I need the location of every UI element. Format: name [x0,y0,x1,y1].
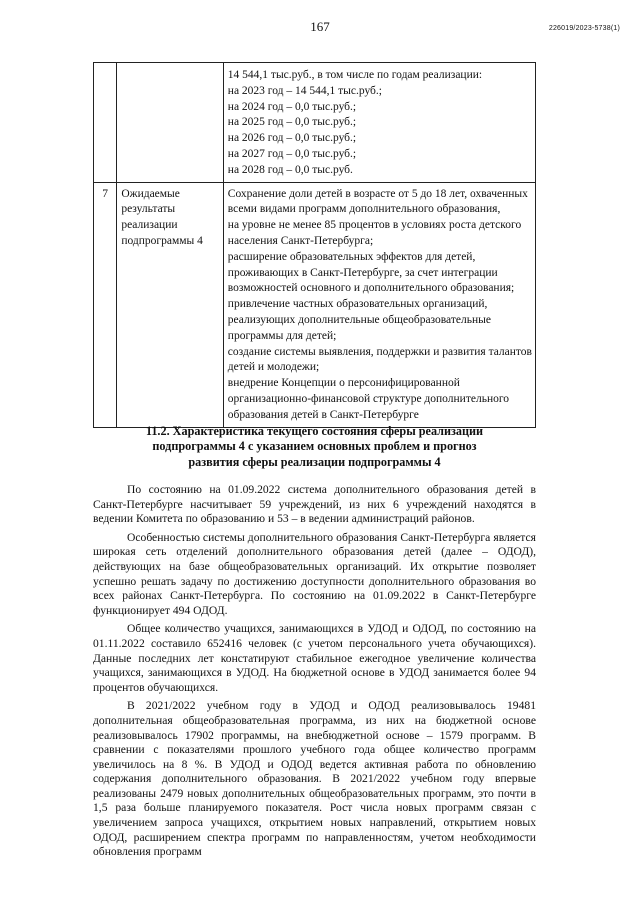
funding-line: 14 544,1 тыс.руб., в том числе по годам реализации: [227,69,483,81]
result-line: Сохранение доли детей в возрасте от 5 до 18 лет, охваченных [227,187,528,200]
funding-line: на 2028 год – 0,0 тыс.руб. [227,163,353,176]
row-label-cell: Ожидаемые результаты реализации подпрограммы 4 [117,182,223,427]
paragraph: В 2021/2022 учебном году в УДОД и ОДОД реализовывалось 19481 дополнительная общеобразовательная программа, из них на бюджетной основе реализовывалось 17902 программы, на внебюджетной основе – 1579 программ. В сравнении с показателями прошлого учебного года общее количество программ увеличилось на 8 %. В УДОД и ОДОД ведется активная работа по обновлению содержания дополнительного образования. В 2021/2022 учебном году впервые реализованы 2479 новых дополнительных общеобразовательных программ, это почти в 1,5 раза больше планируемого показателя. Рост числа новых программ связан с увеличением запроса учащихся, открытием новых направлений, открытием новых ОДОД, расширением спектра программ по направленностям, учетом необходимости обновления программ [93,699,536,859]
row-label-cell [117,63,223,183]
result-line: привлечение частных образовательных организаций, [227,298,488,311]
result-line: создание системы выявления, поддержки и развития талантов [227,345,532,358]
paragraph: Особенностью системы дополнительного образования Санкт-Петербурга является широкая сеть отделений дополнительного образования детей (далее – ОДОД), действующих на базе общеобразовательных организаций. Их открытие позволяет успешно решать задачу по достижению доступности дополнительного образования во всех районах Санкт-Петербурга. По состоянию на 01.09.2022 в Санкт-Петербурге функционирует 494 ОДОД. [93,530,536,617]
result-line: детей и молодежи; [227,361,320,374]
result-line: населения Санкт-Петербурга; [227,234,374,247]
program-passport-table [93,62,536,428]
page-number: 167 [310,19,330,34]
table-row [94,63,536,183]
paragraph: Общее количество учащихся, занимающихся в УДОД и ОДОД, по состоянию на 01.11.2022 составило 652416 человек (с учетом персонального учета обучающихся). Данные последних лет констатируют стабильное ежегодное увеличение количества учащихся, занимающихся в УДОД. На бюджетной основе в УДОД занимается более 94 процентов обучающихся. [93,622,536,694]
result-line: проживающих в Санкт-Петербурге, за счет интеграции [227,266,498,279]
result-line: образования детей в Санкт-Петербурге [227,408,419,421]
section-body [93,483,536,864]
heading-line: 11.2. Характеристика текущего состояния сферы реализации [145,424,484,438]
funding-line: на 2025 год – 0,0 тыс.руб.; [227,116,357,129]
row-number-cell: 7 [94,182,117,427]
result-line: расширение образовательных эффектов для детей, [227,250,476,263]
result-line: всеми видами программ дополнительного образования, [227,203,501,216]
funding-line: на 2026 год – 0,0 тыс.руб.; [227,132,357,145]
document-id: 226019/2023-5738(1) [548,25,620,32]
funding-cell [223,63,535,183]
result-line: организационно-финансовой структуре дополнительного [227,392,510,405]
result-line: программы для детей; [227,329,337,342]
table-row [94,182,536,427]
row-number-cell [94,63,117,183]
result-line: реализующих дополнительные общеобразовательные [227,313,491,326]
funding-line: на 2027 год – 0,0 тыс.руб.; [227,147,357,160]
expected-results-cell [223,182,535,427]
funding-line: на 2024 год – 0,0 тыс.руб.; [227,100,357,113]
heading-line: развития сферы реализации подпрограммы 4 [188,454,441,469]
funding-line: на 2023 год – 14 544,1 тыс.руб.; [227,84,382,97]
section-heading [93,424,536,470]
result-line: на уровне не менее 85 процентов в условиях роста детского [227,219,522,232]
paragraph: По состоянию на 01.09.2022 система дополнительного образования детей в Санкт-Петербурге насчитывает 59 учреждений, из них 6 учреждений находятся в ведении Комитета по образованию и 53 – в ведении администраций районов. [93,483,536,526]
result-line: внедрение Концепции о персонифицированной [227,377,460,390]
result-line: возможностей основного и дополнительного образования; [227,282,515,295]
heading-line: подпрограммы 4 с указанием основных проблем и прогноз [152,439,477,454]
